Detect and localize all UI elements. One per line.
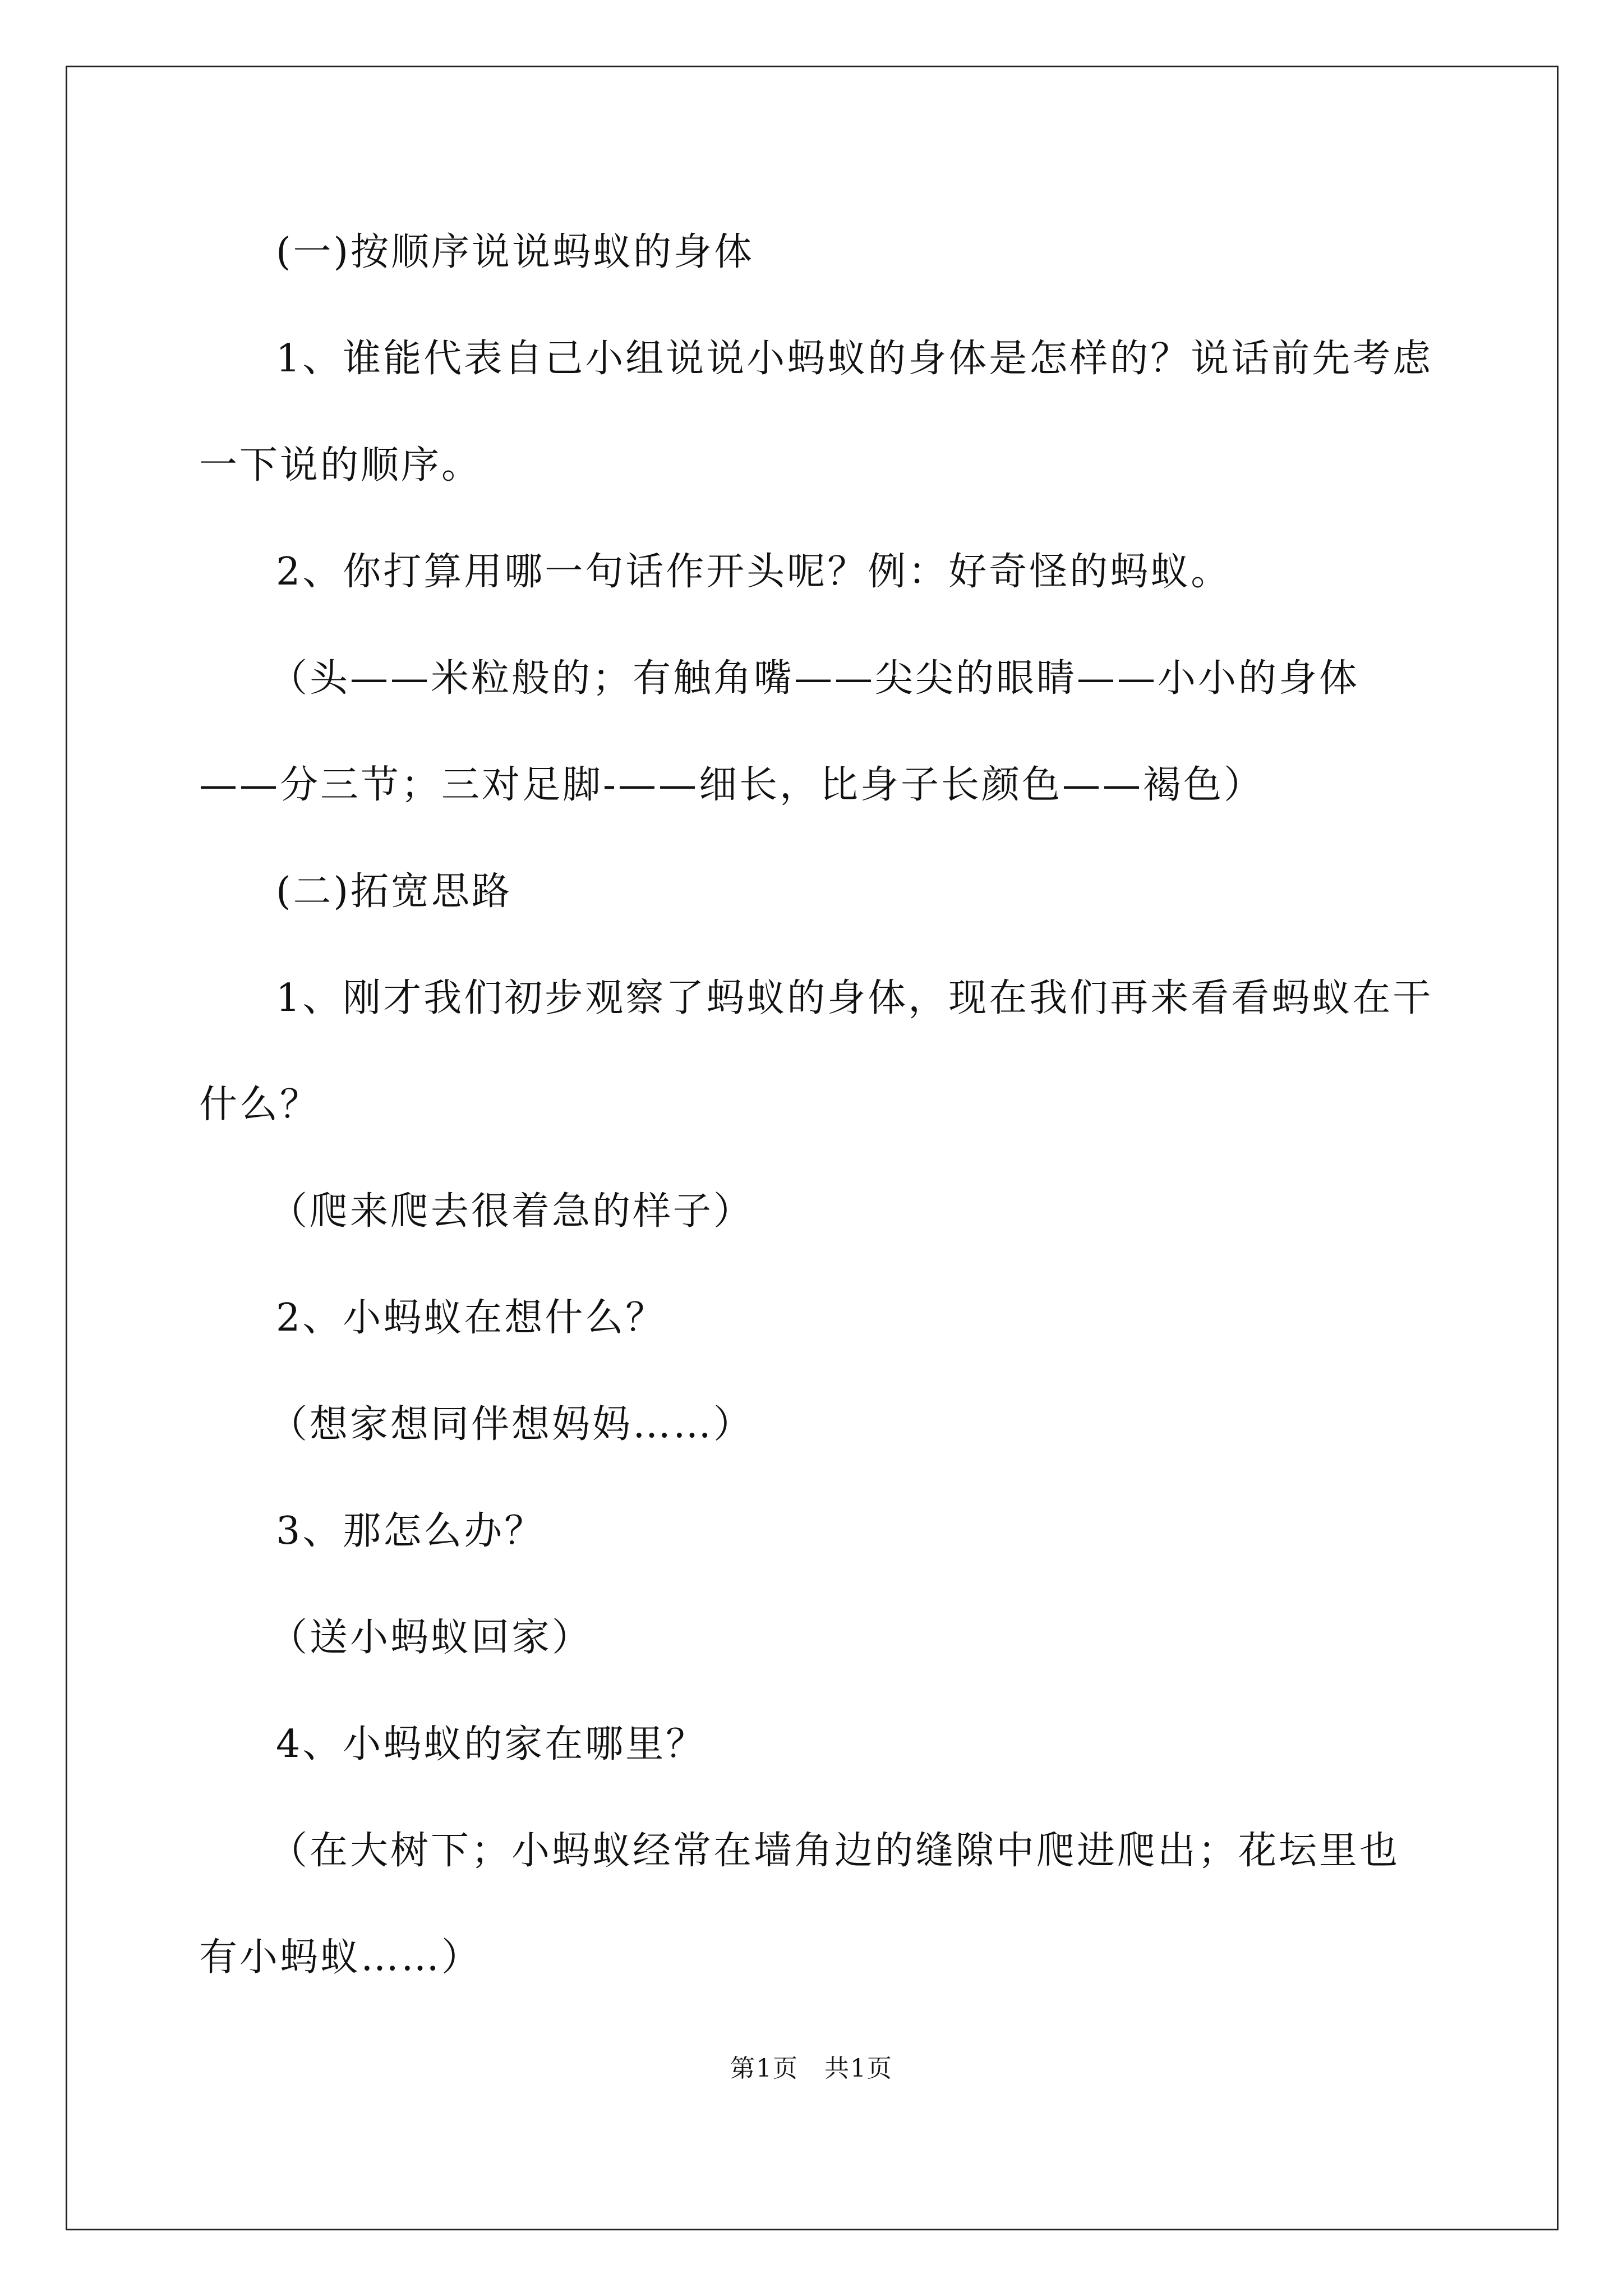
- paragraph-line: 2、你打算用哪一句话作开头呢？例：好奇怪的蚂蚁。: [276, 550, 1232, 594]
- paragraph-line: 2、小蚂蚁在想什么？: [276, 1296, 666, 1340]
- paragraph-line: 1、刚才我们初步观察了蚂蚁的身体，现在我们再来看看蚂蚁在干: [276, 976, 1433, 1020]
- paragraph-line: （想家想同伴想妈妈……）: [269, 1402, 754, 1447]
- paragraph-line: 什么？: [199, 1083, 321, 1127]
- paragraph-line: 1、谁能代表自己小组说说小蚂蚁的身体是怎样的？说话前先考虑: [276, 337, 1433, 381]
- paragraph-line: 3、那怎么办？: [276, 1509, 545, 1553]
- page-border: [66, 66, 1559, 2230]
- paragraph-line: （爬来爬去很着急的样子）: [269, 1189, 754, 1234]
- paragraph-line: （送小蚂蚁回家）: [269, 1616, 593, 1660]
- section-heading-2: (二)拓宽思路: [276, 869, 513, 914]
- paragraph-line: 一下说的顺序。: [199, 443, 482, 487]
- page-number-footer: 第1页 共1页: [730, 2054, 893, 2083]
- section-heading-1: (一)按顺序说说蚂蚁的身体: [276, 230, 755, 274]
- paragraph-line: （头——米粒般的；有触角嘴——尖尖的眼睛——小小的身体: [269, 656, 1360, 701]
- paragraph-line: 4、小蚂蚁的家在哪里？: [276, 1722, 707, 1766]
- paragraph-line: 有小蚂蚁……）: [199, 1935, 482, 1980]
- paragraph-line: （在大树下；小蚂蚁经常在墙角边的缝隙中爬进爬出；花坛里也: [269, 1829, 1400, 1873]
- paragraph-line: ——分三节；三对足脚-——细长，比身子长颜色——褐色）: [199, 763, 1264, 807]
